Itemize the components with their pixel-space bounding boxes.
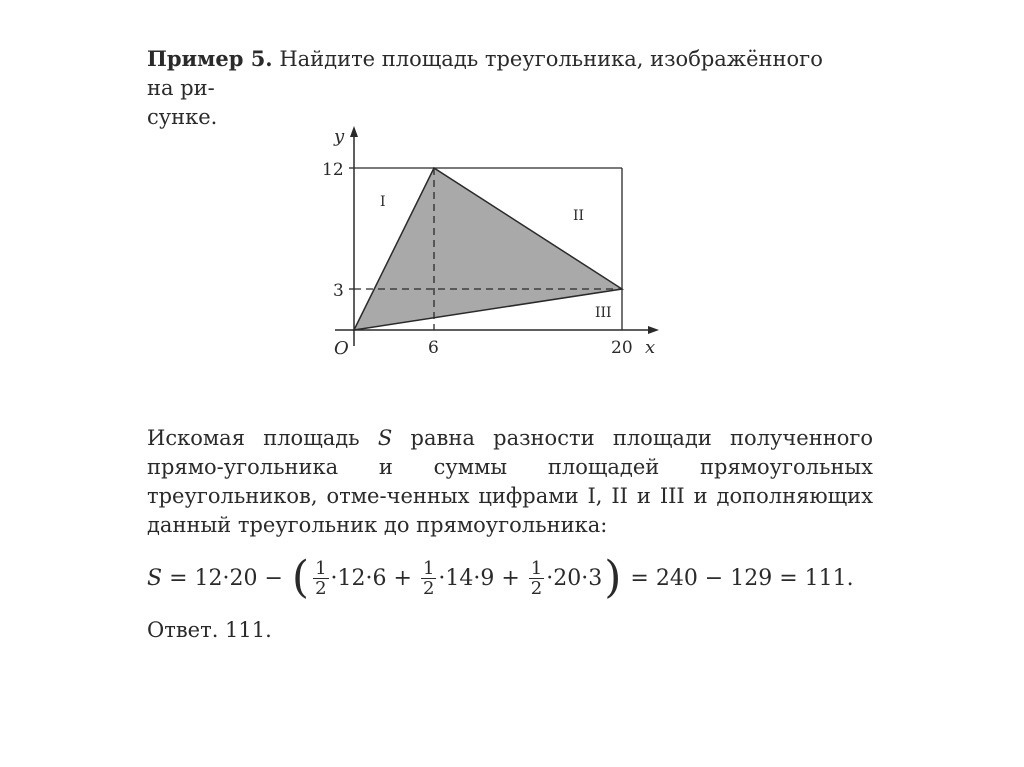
formula-open-paren: ( (291, 552, 310, 603)
area-formula (147, 552, 854, 603)
origin-label: O (334, 338, 349, 359)
solution-text-start: Искомая площадь (147, 426, 378, 450)
fraction-numerator: 1 (422, 557, 435, 579)
fraction-3 (529, 559, 544, 598)
fraction-denominator: 2 (315, 577, 327, 599)
x-axis-arrow (648, 326, 659, 334)
fraction-denominator: 2 (530, 577, 543, 599)
answer-line: Ответ. 111. (147, 618, 272, 642)
example-label: Пример 5. (147, 46, 273, 71)
fraction-denominator: 2 (422, 577, 435, 599)
formula-close-paren: ) (604, 552, 622, 603)
y-axis-label: y (334, 126, 345, 147)
fraction-2 (421, 559, 436, 598)
formula-part1: = 12·20 − (162, 565, 290, 591)
figure-svg (305, 98, 665, 363)
formula-result: = 240 − 129 = 111. (623, 565, 854, 591)
tick-x-6-label: 6 (428, 338, 439, 358)
formula-term3: ·20·3 (546, 565, 603, 591)
tick-y-3-label: 3 (333, 281, 344, 301)
triangle (354, 168, 622, 330)
solution-paragraph (147, 424, 873, 540)
solution-variable: S (377, 426, 393, 450)
fraction-numerator: 1 (530, 557, 543, 579)
formula-lhs: S (147, 565, 163, 591)
coordinate-figure (305, 98, 665, 367)
formula-term1: ·12·6 + (330, 565, 419, 591)
x-axis-label: x (645, 337, 656, 358)
task-text: Найдите площадь треугольника, изображённого на ри- (147, 47, 823, 100)
tick-x-20-label: 20 (611, 338, 633, 358)
region-1-label: I (380, 194, 386, 210)
y-axis-arrow (350, 126, 358, 137)
task-text-continuation: сунке. (147, 105, 218, 129)
tick-y-12-label: 12 (322, 160, 344, 180)
formula-term2: ·14·9 + (438, 565, 527, 591)
solution-text-rest: равна разности площади полученного прямо-угольника и суммы площадей прямоугольных треугольников, отме-ченных цифрами I, II и III и дополняющих данный треугольник до прямоугольника: (147, 426, 873, 537)
region-3-label: III (595, 305, 612, 321)
fraction-1 (313, 559, 328, 598)
fraction-numerator: 1 (315, 557, 327, 579)
region-2-label: II (573, 208, 585, 224)
